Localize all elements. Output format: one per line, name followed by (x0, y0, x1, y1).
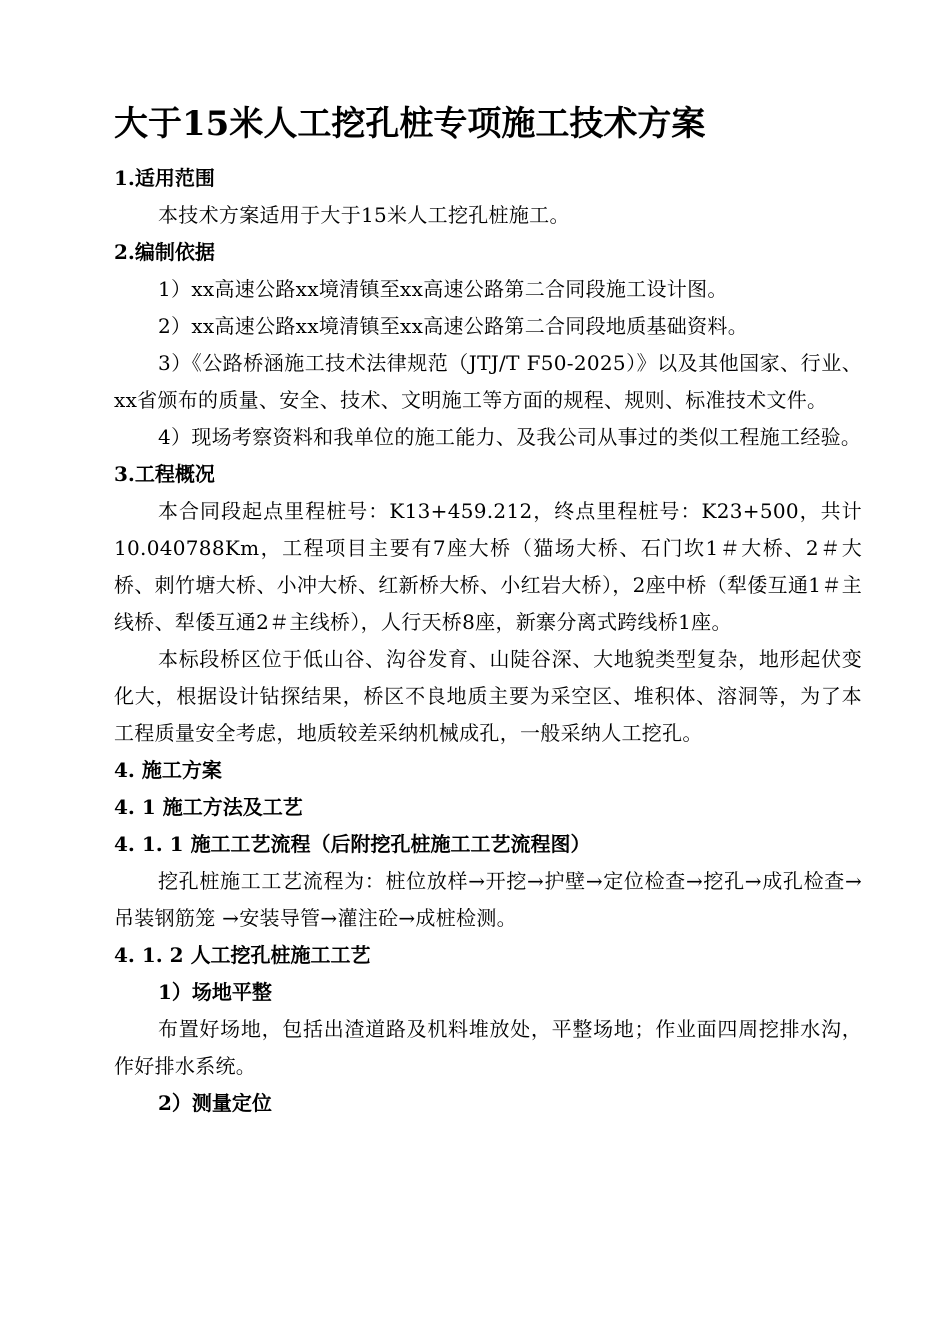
overview-paragraph-1: 本合同段起点里程桩号：K13+459.212，终点里程桩号：K23+500，共计10.040788Km，工程项目主要有7座大桥（猫场大桥、石门坎1＃大桥、2＃大桥、刺竹塘大桥、小冲大桥、红新桥大桥、小红岩大桥），2座中桥（犁倭互通1＃主线桥、犁倭互通2＃主线桥），人行天桥8座，新寨分离式跨线桥1座。 (114, 499, 862, 634)
basis-item-3: 3）《公路桥涵施工技术法律规范（JTJ/T F50-2025）》以及其他国家、行业、xx省颁布的质量、安全、技术、文明施工等方面的规程、规则、标准技术文件。 (114, 351, 862, 412)
basis-item-2: 2）xx高速公路xx境清镇至xx高速公路第二合同段地质基础资料。 (158, 314, 748, 338)
subsection-heading-pile-process: 4. 1. 2 人工挖孔桩施工工艺 (114, 943, 371, 967)
process-flow-paragraph: 挖孔桩施工工艺流程为：桩位放样→开挖→护壁→定位检查→挖孔→成孔检查→吊装钢筋笼 →安装导管→灌注砼→成桩检测。 (114, 869, 862, 930)
document-title: 大于15米人工挖孔桩专项施工技术方案 (114, 104, 706, 144)
subsection-heading-method: 4. 1 施工方法及工艺 (114, 795, 303, 819)
paragraph-scope: 本技术方案适用于大于15米人工挖孔桩施工。 (158, 203, 570, 227)
section-heading-scope: 1.适用范围 (114, 166, 215, 190)
basis-item-1: 1）xx高速公路xx境清镇至xx高速公路第二合同段施工设计图。 (158, 277, 728, 301)
basis-item-4: 4）现场考察资料和我单位的施工能力、及我公司从事过的类似工程施工经验。 (158, 425, 862, 449)
document-body (114, 160, 862, 1122)
section-heading-basis: 2.编制依据 (114, 240, 215, 264)
subsection-heading-process-flow: 4. 1. 1 施工工艺流程（后附挖孔桩施工工艺流程图） (114, 832, 591, 856)
step-heading-site-leveling: 1）场地平整 (158, 980, 272, 1004)
site-leveling-paragraph: 布置好场地，包括出渣道路及机料堆放处，平整场地；作业面四周挖排水沟，作好排水系统。 (114, 1017, 862, 1078)
step-heading-survey-positioning: 2）测量定位 (158, 1091, 272, 1115)
overview-paragraph-2: 本标段桥区位于低山谷、沟谷发育、山陡谷深、大地貌类型复杂，地形起伏变化大，根据设计钻探结果，桥区不良地质主要为采空区、堆积体、溶洞等，为了本工程质量安全考虑，地质较差采纳机械成孔，一般采纳人工挖孔。 (114, 647, 862, 745)
section-heading-overview: 3.工程概况 (114, 462, 215, 486)
section-heading-plan: 4. 施工方案 (114, 758, 222, 782)
